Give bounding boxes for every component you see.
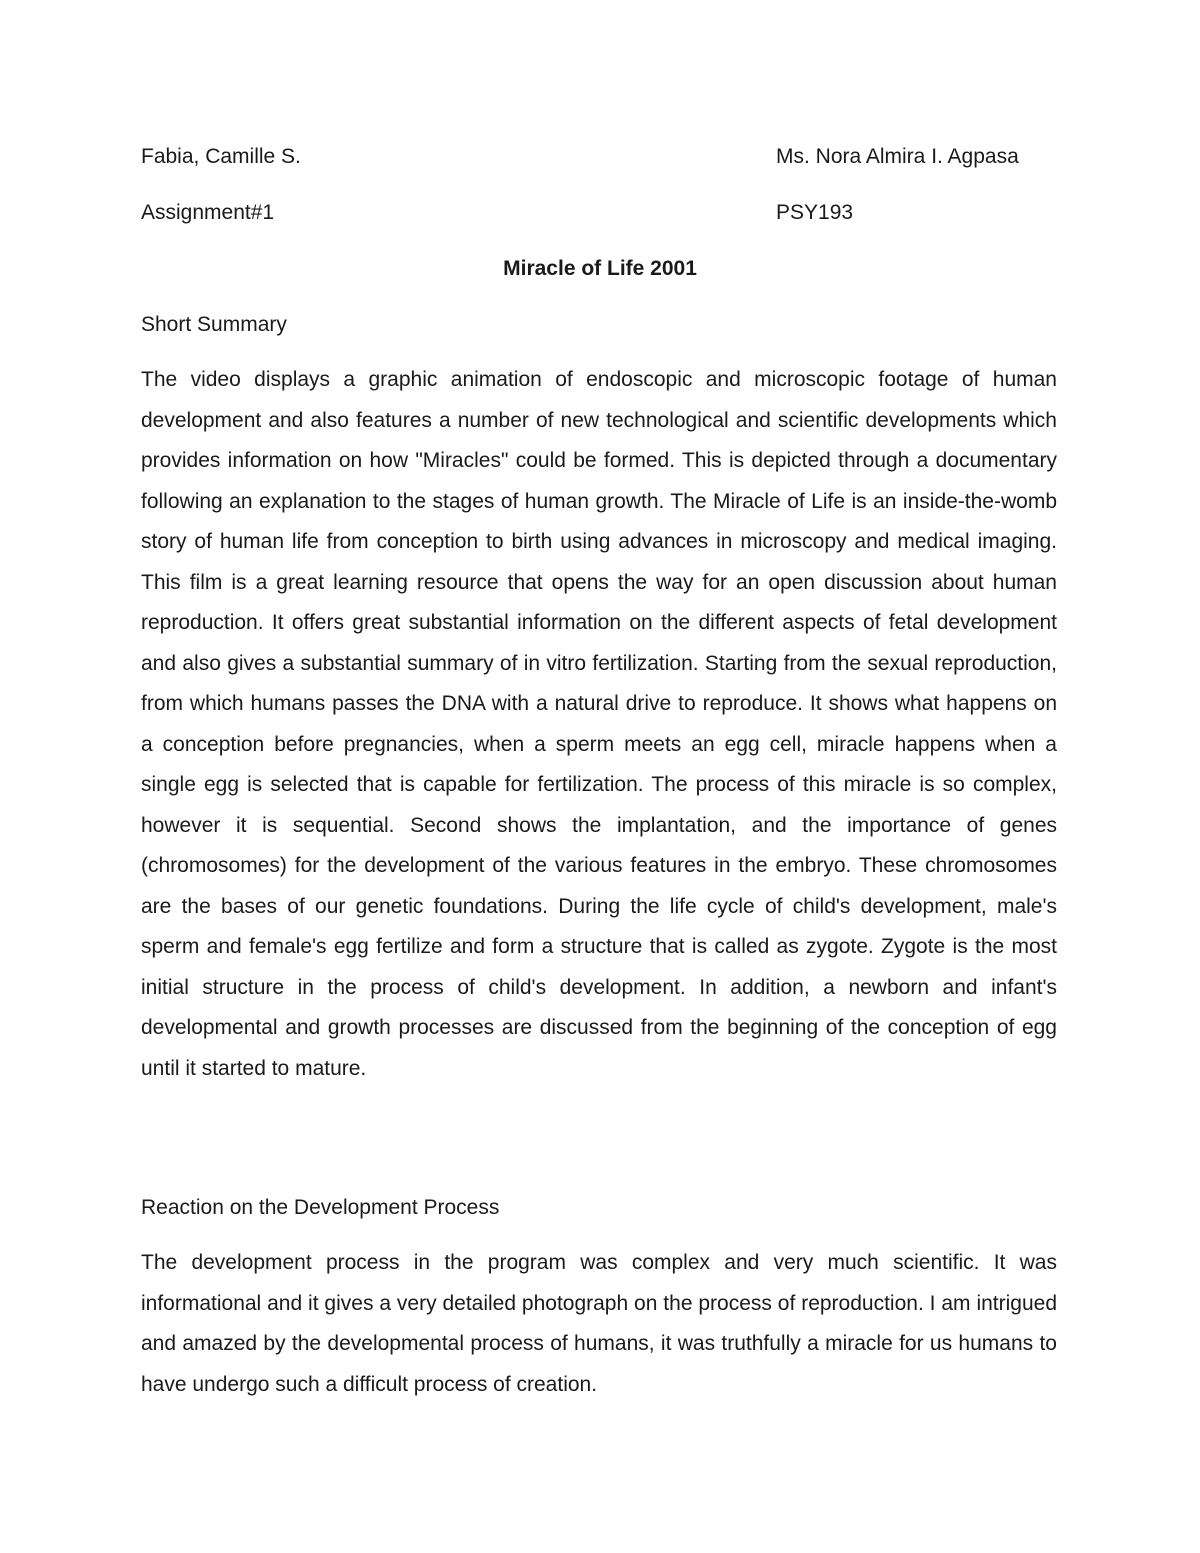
student-name: Fabia, Camille S. [141,145,301,168]
section-heading-summary: Short Summary [141,313,287,336]
section-heading-reaction: Reaction on the Development Process [141,1196,500,1219]
document-title: Miracle of Life 2001 [503,257,697,280]
paragraph-summary: The video displays a graphic animation of endoscopic and microscopic footage of human development and also features a number of new technological and scientific developments which provides information on how "Miracles" could be formed. This is depicted through a documentary following an explanation to the stages of human growth. The Miracle of Life is an inside-the-womb story of human life from conception to birth using advances in microscopy and medical imaging. This film is a great learning resource that opens the way for an open discussion about human reproduction. It offers great substantial information on the different aspects of fetal development and also gives a substantial summary of in vitro fertilization. Starting from the sexual reproduction, from which humans passes the DNA with a natural drive to reproduce. It shows what happens on a conception before pregnancies, when a sperm meets an egg cell, miracle happens when a single egg is selected that is capable for fertilization. The process of this miracle is so complex, however it is sequential. Second shows the implantation, and the importance of genes (chromosomes) for the development of the various features in the embryo. These chromosomes are the bases of our genetic foundations. During the life cycle of child's development, male's sperm and female's egg fertilize and form a structure that is called as zygote. Zygote is the most initial structure in the process of child's development. In addition, a newborn and infant's developmental and growth processes are discussed from the beginning of the conception of egg until it started to mature. [141,368,1057,1080]
instructor-name: Ms. Nora Almira I. Agpasa [776,145,1019,168]
paragraph-reaction: The development process in the program was complex and very much scientific. It was informational and it gives a very detailed photograph on the process of reproduction. I am intrigued and amazed by the developmental process of humans, it was truthfully a miracle for us humans to have undergo such a difficult process of creation. [141,1251,1057,1396]
course-code: PSY193 [776,201,854,224]
assignment-label: Assignment#1 [141,201,275,224]
